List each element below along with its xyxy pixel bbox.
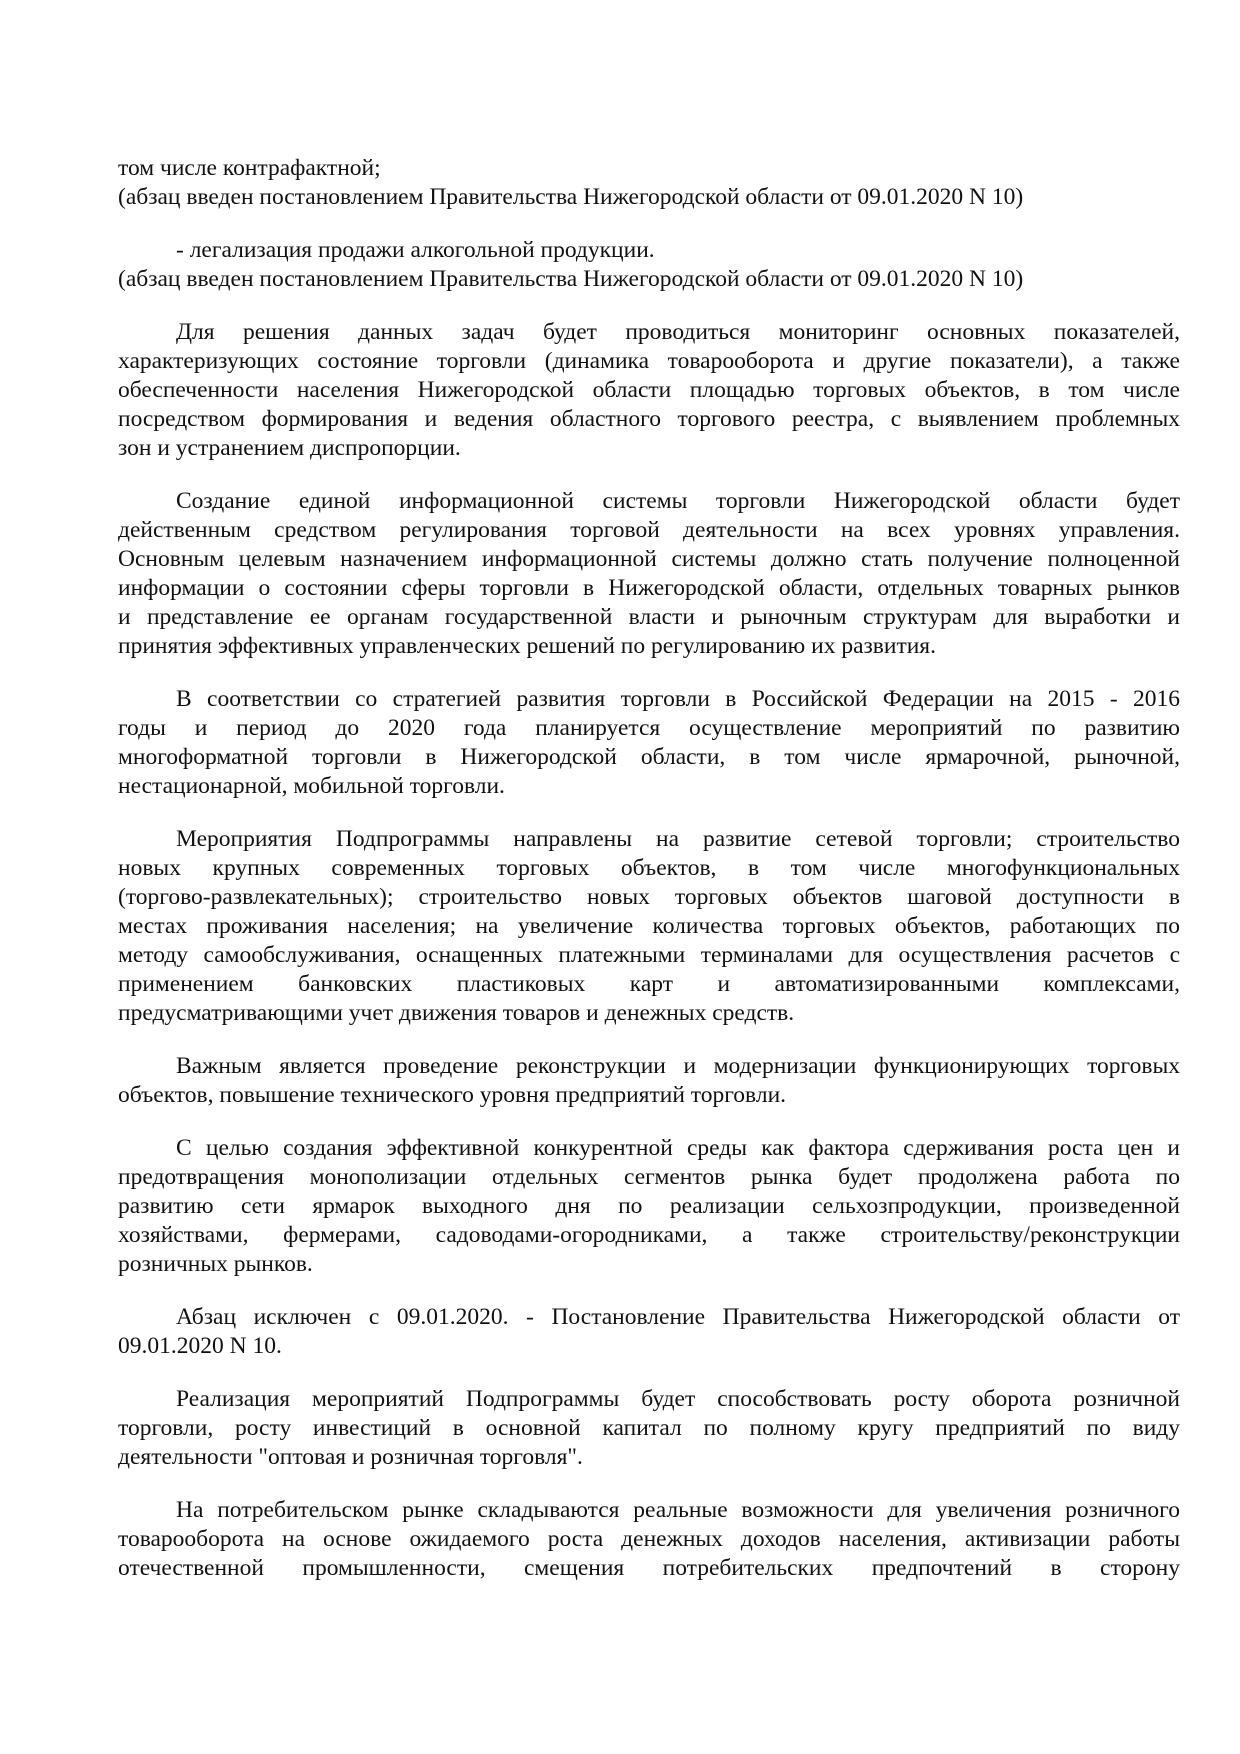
paragraph (118, 318, 1180, 463)
text-line: предотвращения монополизации отдельных сегментов рынка будет продолжена работа по (118, 1164, 1180, 1190)
text-line: Для решения данных задач будет проводиться мониторинг основных показателей, (176, 319, 1180, 345)
text-line: Создание единой информационной системы торговли Нижегородской области будет (176, 488, 1180, 514)
text-line: местах проживания населения; на увеличение количества торговых объектов, работающих по (118, 913, 1180, 939)
text-line: принятия эффективных управленческих решений по регулированию их развития. (118, 633, 936, 659)
text-line: (абзац введен постановлением Правительства Нижегородской области от 09.01.2020 N 10) (118, 266, 1024, 292)
text-line: характеризующих состояние торговли (динамика товарооборота и другие показатели), а также (118, 348, 1180, 374)
paragraph (118, 685, 1180, 801)
text-line: деятельности "оптовая и розничная торговля". (118, 1444, 583, 1470)
text-line: и представление ее органам государственной власти и рыночным структурам для выработки и (118, 604, 1180, 630)
text-line: объектов, повышение технического уровня предприятий торговли. (118, 1082, 787, 1108)
text-line: применением банковских пластиковых карт и автоматизированными комплексами, (118, 971, 1180, 997)
text-line: нестационарной, мобильной торговли. (118, 773, 505, 799)
text-line: Реализация мероприятий Подпрограммы будет способствовать росту оборота розничной (176, 1386, 1180, 1412)
text-line: Абзац исключен с 09.01.2020. - Постановление Правительства Нижегородской области от (176, 1304, 1180, 1330)
text-line: предусматривающими учет движения товаров и денежных средств. (118, 1000, 795, 1026)
text-line: отечественной промышленности, смещения потребительских предпочтений в сторону (118, 1555, 1180, 1581)
text-line: хозяйствами, фермерами, садоводами-огородниками, а также строительству/реконструкции (118, 1222, 1180, 1248)
text-line: новых крупных современных торговых объектов, в том числе многофункциональных (118, 855, 1180, 881)
text-line: действенным средством регулирования торговой деятельности на всех уровнях управления. (118, 517, 1180, 543)
text-line: В соответствии со стратегией развития торговли в Российской Федерации на 2015 - 2016 (176, 686, 1180, 712)
text-line: 09.01.2020 N 10. (118, 1333, 282, 1359)
paragraph (118, 1385, 1180, 1472)
text-line: На потребительском рынке складываются реальные возможности для увеличения розничного (176, 1497, 1180, 1523)
text-line: посредством формирования и ведения областного торгового реестра, с выявлением проблемных (118, 406, 1180, 432)
paragraph (118, 1303, 1180, 1361)
text-line: том числе контрафактной; (118, 155, 381, 181)
paragraph (118, 487, 1180, 661)
text-line: (абзац введен постановлением Правительства Нижегородской области от 09.01.2020 N 10) (118, 184, 1024, 210)
text-line: многоформатной торговли в Нижегородской области, в том числе ярмарочной, рыночной, (118, 744, 1180, 770)
text-line: (торгово-развлекательных); строительство новых торговых объектов шаговой доступности в (118, 884, 1180, 910)
text-line: С целью создания эффективной конкурентной среды как фактора сдерживания роста цен и (176, 1135, 1180, 1161)
text-line: Важным является проведение реконструкции и модернизации функционирующих торговых (176, 1053, 1180, 1079)
paragraph (118, 1496, 1180, 1583)
text-line: - легализация продажи алкогольной продукции. (176, 237, 655, 263)
text-line: розничных рынков. (118, 1251, 313, 1277)
text-line: торговли, росту инвестиций в основной капитал по полному кругу предприятий по виду (118, 1415, 1180, 1441)
text-line: методу самообслуживания, оснащенных платежными терминалами для осуществления расчетов с (118, 942, 1180, 968)
paragraph (118, 1134, 1180, 1279)
text-line: товарооборота на основе ожидаемого роста денежных доходов населения, активизации работы (118, 1526, 1180, 1552)
text-line: развитию сети ярмарок выходного дня по реализации сельхозпродукции, произведенной (118, 1193, 1180, 1219)
text-line: зон и устранением диспропорции. (118, 435, 461, 461)
document-page (118, 154, 1180, 1607)
paragraph (118, 1052, 1180, 1110)
text-line: информации о состоянии сферы торговли в Нижегородской области, отдельных товарных рынков (118, 575, 1180, 601)
text-line: Основным целевым назначением информационной системы должно стать получение полноценной (118, 546, 1180, 572)
paragraph (118, 154, 1180, 212)
paragraph (118, 236, 1180, 294)
text-line: годы и период до 2020 года планируется осуществление мероприятий по развитию (118, 715, 1180, 741)
text-line: обеспеченности населения Нижегородской области площадью торговых объектов, в том числе (118, 377, 1180, 403)
paragraph (118, 825, 1180, 1028)
text-line: Мероприятия Подпрограммы направлены на развитие сетевой торговли; строительство (176, 826, 1180, 852)
